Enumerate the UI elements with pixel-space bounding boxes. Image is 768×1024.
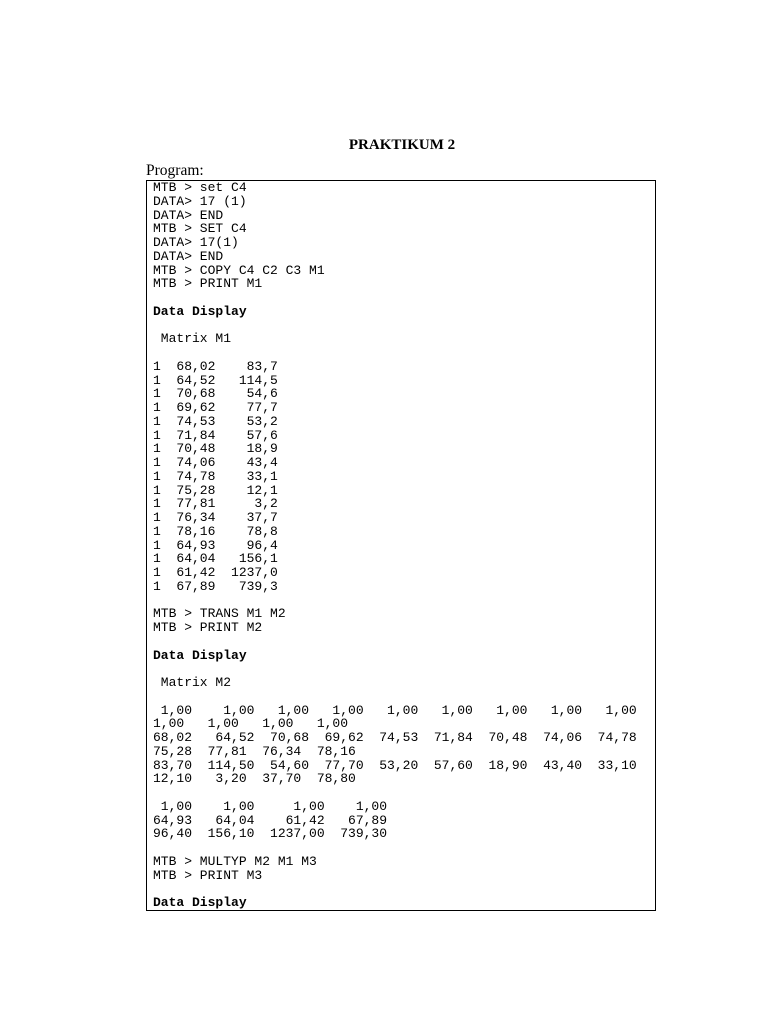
code-line: 1 76,34 37,7: [153, 510, 278, 525]
code-line: 1 70,48 18,9: [153, 441, 278, 457]
code-listing: [153, 181, 637, 910]
code-line: 1 77,81 3,2: [153, 496, 278, 512]
code-line: 1 74,53 53,2: [153, 413, 278, 429]
code-line: 1,00 1,00 1,00 1,00: [153, 716, 349, 732]
code-line: 1,00 1,00 1,00 1,00: [153, 798, 388, 814]
code-line: 1 64,52 114,5: [153, 372, 278, 388]
code-line: 1 64,93 96,4: [153, 537, 278, 553]
code-line: DATA> END: [153, 248, 224, 264]
section-heading: Data Display: [153, 303, 247, 319]
code-line: MTB > PRINT M2: [153, 620, 263, 635]
code-line: MTB > TRANS M1 M2: [153, 606, 286, 622]
code-line: 68,02 64,52 70,68 69,62 74,53 71,84 70,48 74,06 74,78: [153, 730, 637, 745]
section-heading: Data Display: [153, 895, 247, 910]
code-line: Matrix M2: [153, 675, 232, 690]
code-line: 1 71,84 57,6: [153, 427, 278, 443]
code-line: 1 78,16 78,8: [153, 523, 278, 539]
code-line: Matrix M1: [153, 331, 232, 347]
section-heading: Data Display: [153, 647, 247, 663]
code-line: 64,93 64,04 61,42 67,89: [153, 812, 388, 828]
code-line: [153, 291, 637, 305]
code-line: 1 61,42 1237,0: [153, 565, 278, 580]
code-line: [153, 346, 637, 360]
code-box: [146, 180, 656, 911]
code-line: 1 74,06 43,4: [153, 455, 278, 470]
code-line: 83,70 114,50 54,60 77,70 53,20 57,60 18,90 43,40 33,10: [153, 757, 637, 773]
code-line: [153, 319, 637, 333]
code-line: MTB > COPY C4 C2 C3 M1: [153, 262, 325, 278]
code-line: MTB > MULTYP M2 M1 M3: [153, 853, 317, 869]
code-line: 1 64,04 156,1: [153, 551, 278, 567]
code-line: 96,40 156,10 1237,00 739,30: [153, 826, 388, 842]
code-line: DATA> 17 (1): [153, 193, 247, 209]
code-line: [153, 882, 637, 896]
code-line: 75,28 77,81 76,34 78,16: [153, 743, 356, 759]
code-line: [153, 690, 637, 704]
code-line: [153, 841, 637, 855]
code-line: 12,10 3,20 37,70 78,80: [153, 771, 356, 787]
code-line: DATA> END: [153, 207, 224, 223]
code-line: 1 67,89 739,3: [153, 578, 278, 594]
code-line: MTB > set C4: [153, 180, 247, 195]
code-line: 1 74,78 33,1: [153, 468, 278, 484]
program-label: Program:: [146, 162, 204, 179]
code-line: MTB > PRINT M1: [153, 276, 263, 292]
code-line: [153, 635, 637, 649]
page-title: PRAKTIKUM 2: [348, 137, 456, 153]
code-line: [153, 662, 637, 676]
code-line: 1 70,68 54,6: [153, 386, 278, 402]
code-line: 1 75,28 12,1: [153, 482, 278, 498]
code-line: [153, 786, 637, 800]
code-line: 1 69,62 77,7: [153, 400, 278, 415]
code-line: 1 68,02 83,7: [153, 358, 278, 374]
code-line: MTB > PRINT M3: [153, 867, 263, 883]
code-line: [153, 594, 637, 608]
code-line: 1,00 1,00 1,00 1,00 1,00 1,00 1,00 1,00 1,00: [153, 702, 637, 718]
code-line: DATA> 17(1): [153, 235, 239, 250]
code-line: MTB > SET C4: [153, 221, 247, 237]
